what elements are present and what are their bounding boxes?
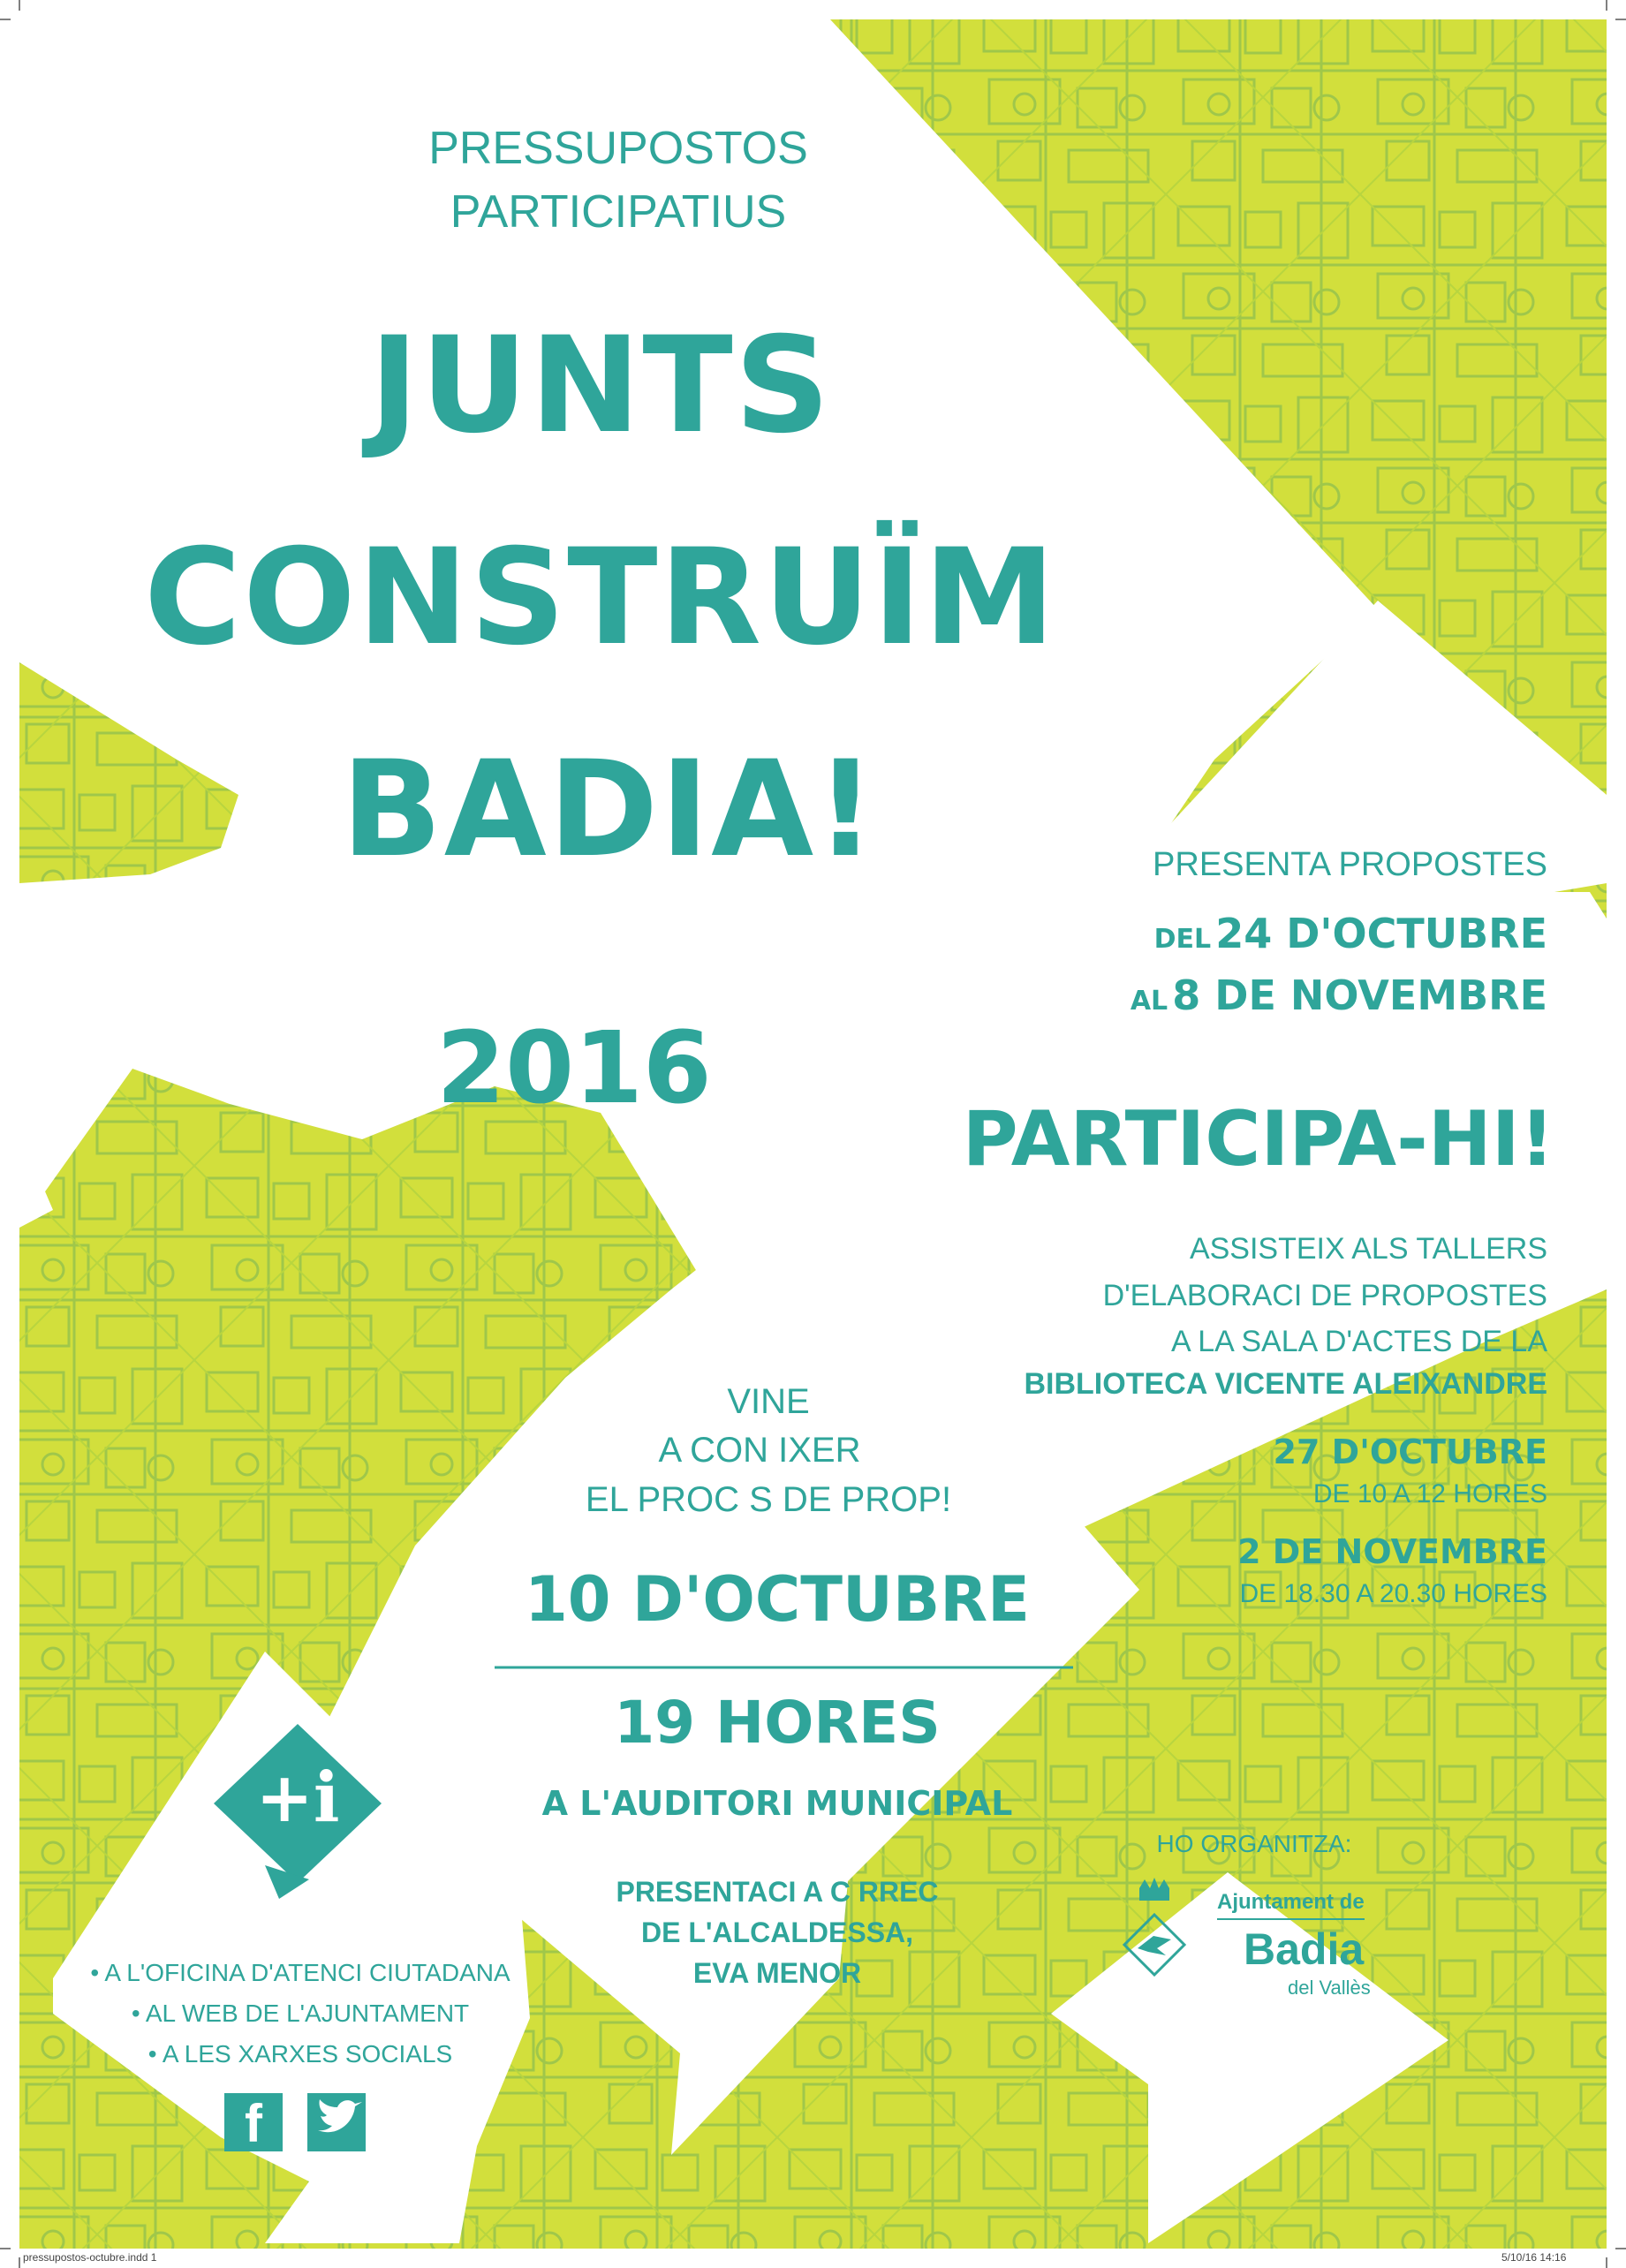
session-1-date: 27 D'OCTUBRE [1273, 1433, 1547, 1471]
print-slug-file: pressupostos-octubre.indd 1 [23, 2251, 157, 2264]
presentation-time: 19 HORES [614, 1689, 941, 1757]
proposals-to [972, 971, 1547, 1019]
header-line-2: PARTICIPATIUS [450, 186, 787, 238]
proposals-from-date: 24 D'OCTUBRE [1215, 910, 1547, 957]
title-line-1: JUNTS [369, 309, 832, 463]
svg-text:f: f [245, 2094, 262, 2153]
presentation-line-2: A CON IXER [658, 1431, 861, 1470]
workshops-line-2: D'ELABORACI DE PROPOSTES [1102, 1279, 1547, 1312]
organizer-logo-line-1: Ajuntament de [1217, 1890, 1365, 1920]
organizer-logo-line-2: Badia [1244, 1924, 1365, 1974]
proposals-to-date: 8 DE NOVEMBRE [1172, 971, 1547, 1019]
proposals-heading: PRESENTA PROPOSTES [1153, 846, 1547, 883]
session-2-time: DE 18.30 A 20.30 HORES [1239, 1579, 1547, 1608]
organizer-logo-line-3: del Vallès [1288, 1977, 1371, 1999]
workshops-line-3: A LA SALA D'ACTES DE LA [1170, 1325, 1547, 1358]
proposals-from-prefix: DEL [1153, 924, 1212, 955]
presentation-line-1: VINE [727, 1382, 810, 1421]
info-item-office: • A L'OFICINA D'ATENCI CIUTADANA [90, 1959, 510, 1986]
info-icon: +i [255, 1758, 340, 1838]
title-line-2: CONSTRUÏM [144, 521, 1057, 675]
info-list [53, 1959, 548, 2068]
presentation-by-2: DE L'ALCALDESSA, [640, 1916, 914, 1948]
workshops-line-1: ASSISTEIX ALS TALLERS [1189, 1232, 1547, 1266]
header-line-1: PRESSUPOSTOS [428, 123, 808, 174]
title-year: 2016 [436, 1011, 712, 1126]
presentation-by-3: EVA MENOR [692, 1957, 862, 1989]
presentation-by-1: PRESENTACI A C RREC [616, 1876, 939, 1908]
info-item-web[interactable]: • AL WEB DE L'AJUNTAMENT [131, 2000, 470, 2027]
participate-call: PARTICIPA-HI! [962, 1095, 1554, 1183]
title-line-3: BADIA! [341, 733, 878, 887]
presentation-date: 10 D'OCTUBRE [525, 1563, 1030, 1636]
session-1-time: DE 10 A 12 HORES [1312, 1479, 1547, 1508]
proposals-from [972, 910, 1547, 957]
print-slug-date: 5/10/16 14:16 [1501, 2251, 1567, 2264]
session-2-date: 2 DE NOVEMBRE [1237, 1532, 1547, 1571]
info-item-social: • A LES XARXES SOCIALS [147, 2040, 453, 2068]
organizer-label: HO ORGANITZA: [1156, 1830, 1352, 1857]
presentation-line-3: EL PROC S DE PROP! [585, 1480, 952, 1519]
presentation-place: A L'AUDITORI MUNICIPAL [541, 1784, 1013, 1823]
proposals-to-prefix: AL [1130, 986, 1168, 1017]
workshops-venue: BIBLIOTECA VICENTE ALEIXANDRE [1024, 1367, 1547, 1401]
